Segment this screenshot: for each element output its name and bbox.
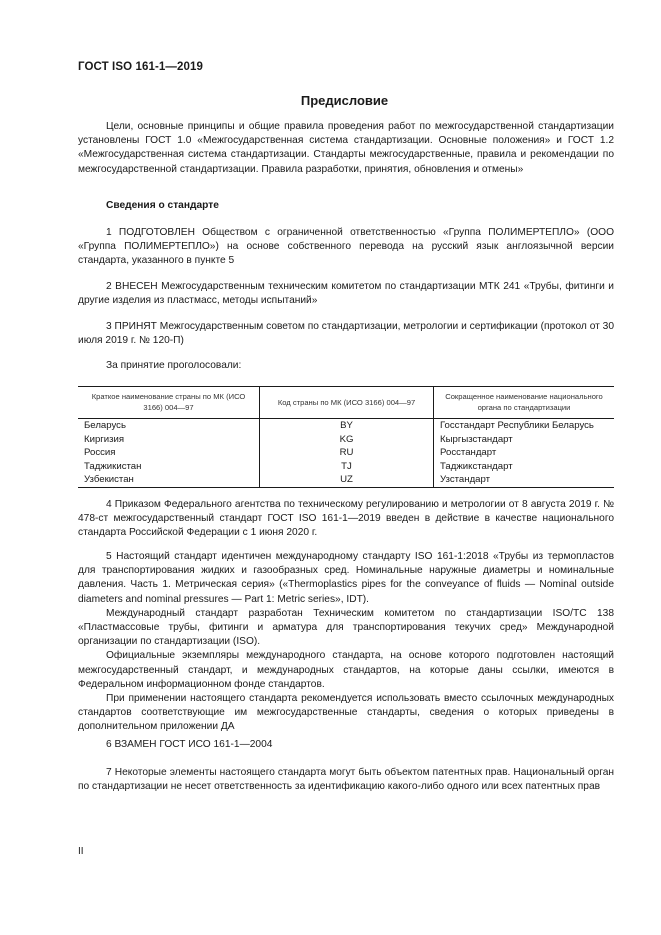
item-1 <box>78 226 614 269</box>
intro-paragraph <box>78 120 614 177</box>
item-7-text: 7 Некоторые элементы настоящего стандарта могут быть объектом патентных прав. Национальный орган по стандартизации не несет ответственность за идентификацию какого-либо одного или всех патентных прав <box>78 767 614 793</box>
table-row <box>78 446 614 460</box>
item-5-text-a: 5 Настоящий стандарт идентичен международному стандарту ISO 161-1:2018 «Трубы из термопластов для транспортирования жидких и газообразных сред. Номинальные наружные диаметры и номинальные давления. Часть 1. Метрическая серия» («Thermoplastics pipes for the conveyance of fluids — Nominal outside diameters and nominal pressures — Part 1: Metric series», IDT). <box>78 551 614 605</box>
table-row <box>78 433 614 447</box>
page-number: II <box>78 846 84 857</box>
item-5-text-c: Официальные экземпляры международного стандарта, на основе которого подготовлен настоящий межгосударственный стандарт, и международных стандартов, на которые даны ссылки, имеются в Федеральном информационном фонде стандартов. <box>78 650 614 690</box>
body-cell: Росстандарт <box>434 446 615 460</box>
item-7 <box>78 766 614 794</box>
item-1-text: 1 ПОДГОТОВЛЕН Обществом с ограниченной ответственностью «Группа ПОЛИМЕРТЕПЛО» (ООО «Группа ПОЛИМЕРТЕПЛО») на основе собственного перевода на русский язык англоязычной версии стандарта, указанного в пункте 5 <box>78 227 614 267</box>
document-header: ГОСТ ISO 161-1—2019 <box>78 61 203 73</box>
country-cell: Киргизия <box>84 433 125 445</box>
item-5-text-b: Международный стандарт разработан Техническим комитетом по стандартизации ISO/TC 138 «Пластмассовые трубы, фитинги и арматура для транспортирования текучих сред» Международной организации по стандартизации (ISO). <box>78 607 614 648</box>
item-2 <box>78 280 614 308</box>
country-cell: Беларусь <box>84 420 126 431</box>
section-heading: Сведения о стандарте <box>106 200 219 211</box>
country-cell: Россия <box>84 447 116 459</box>
body-cell: Кыргызстандарт <box>434 433 615 447</box>
body-cell: Таджикстандарт <box>434 460 615 474</box>
table-row <box>78 460 614 474</box>
body-cell: Узстандарт <box>434 473 615 487</box>
item-2-text: 2 ВНЕСЕН Межгосударственным техническим комитетом по стандартизации МТК 241 «Трубы, фитинги и другие изделия из пластмасс, методы испытаний» <box>78 281 614 307</box>
item-4 <box>78 498 614 541</box>
table-header-row <box>78 387 614 419</box>
table-row <box>78 419 614 433</box>
item-6-text: 6 ВЗАМЕН ГОСТ ИСО 161-1—2004 <box>106 739 273 750</box>
page-title: Предисловие <box>300 93 389 108</box>
code-cell: RU <box>260 446 434 460</box>
country-cell: Таджикистан <box>84 460 142 472</box>
code-cell: TJ <box>260 460 434 474</box>
countries-table <box>78 386 614 488</box>
body-cell: Госстандарт Республики Беларусь <box>434 419 615 433</box>
item-5 <box>78 550 614 735</box>
item-3 <box>78 320 614 348</box>
item-3-text: 3 ПРИНЯТ Межгосударственным советом по стандартизации, метрологии и сертификации (протокол от 30 июля 2019 г. № 120-П) <box>78 321 614 347</box>
item-6 <box>78 738 614 752</box>
country-cell: Узбекистан <box>78 473 260 487</box>
code-cell: BY <box>260 419 434 433</box>
table-row <box>78 473 614 487</box>
code-cell: KG <box>260 433 434 447</box>
column-header-body: Сокращенное наименование национального органа по стандартизации <box>434 387 615 419</box>
intro-text: Цели, основные принципы и общие правила проведения работ по межгосударственной стандартизации установлены ГОСТ 1.0 «Межгосударственная система стандартизации. Основные положения» и ГОСТ 1.2 «Межгосударственная система стандартизации. Стандарты межгосударственные, правила и рекомендации по межгосударственной стандартизации. Правила разработки, принятия, обновления и отмены» <box>78 121 614 175</box>
column-header-code: Код страны по МК (ИСО 3166) 004—97 <box>260 387 434 419</box>
item-5-text-d: При применении настоящего стандарта рекомендуется использовать вместо ссылочных международных стандартов соответствующие им межгосударственные стандарты, сведения о которых приведены в дополнительном приложении ДА <box>78 693 614 733</box>
item-4-text: 4 Приказом Федерального агентства по техническому регулированию и метрологии от 8 августа 2019 г. № 478-ст межгосударственный стандарт ГОСТ ISO 161-1—2019 введен в действие в качестве национального стандарта Российской Федерации с 1 июня 2020 г. <box>78 499 614 539</box>
column-header-country: Краткое наименование страны по МК (ИСО 3166) 004—97 <box>78 387 260 419</box>
voted-label: За принятие проголосовали: <box>106 360 242 371</box>
code-cell: UZ <box>260 473 434 487</box>
